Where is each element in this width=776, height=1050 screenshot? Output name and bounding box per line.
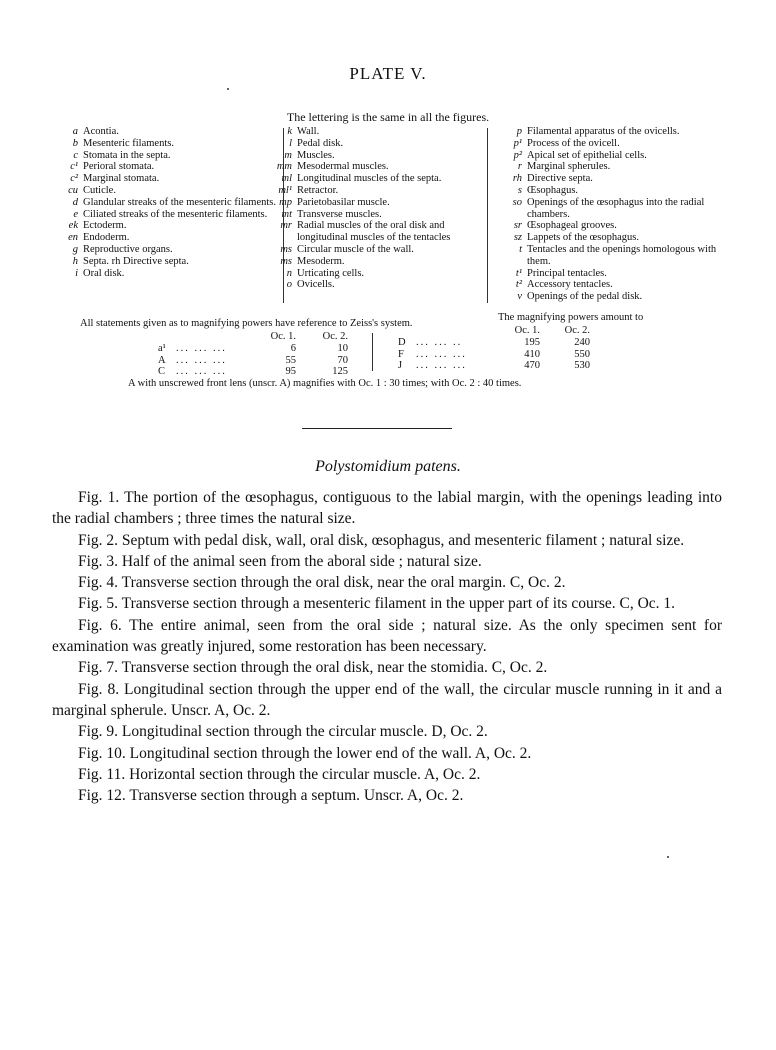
legend-abbr: ml	[281, 173, 292, 185]
legend-text: Stomata in the septa.	[83, 149, 171, 161]
figure-description: Fig. 12. Transverse section through a septum. Unscr. A, Oc. 2.	[78, 787, 464, 805]
legend-text: Mesenteric filaments.	[83, 137, 174, 149]
legend-abbr: g	[72, 243, 78, 255]
legend-abbr: d	[72, 196, 78, 208]
legend-text: Apical set of epithelial cells.	[527, 149, 647, 161]
table-row	[158, 343, 348, 355]
legend-text: Principal tentacles.	[527, 267, 607, 279]
figure-description: Fig. 4. Transverse section through the oral disk, near the oral margin. C, Oc. 2.	[78, 574, 566, 592]
table-cell-oc1: 55	[285, 354, 296, 366]
table-cell-label: a¹	[158, 342, 166, 354]
legend-abbr: t²	[515, 279, 522, 291]
legend-item	[492, 138, 732, 150]
legend-abbr: t	[519, 243, 522, 255]
legend-text: Œsophageal grooves.	[527, 220, 617, 232]
table-cell-label: A	[158, 354, 166, 366]
figure-description: Fig. 3. Half of the animal seen from the aboral side ; natural size.	[78, 552, 482, 570]
legend-abbr: r	[517, 161, 522, 173]
legend-abbr: ms	[280, 255, 292, 267]
legend-text: Œsophagus.	[527, 184, 579, 196]
legend-item	[252, 220, 478, 244]
legend-item	[252, 268, 478, 280]
legend-abbr: o	[286, 279, 292, 291]
legend-text: Circular muscle of the wall.	[297, 243, 414, 255]
table-cell-dots: ... ... ..	[416, 336, 463, 348]
legend-text: Directive septa.	[527, 173, 593, 185]
table-cell-dots: ... ... ...	[416, 360, 467, 372]
table-cell-oc2: 550	[574, 348, 590, 360]
legend-item	[492, 279, 732, 291]
legend-item	[492, 268, 732, 280]
table-cell-dots: ... ... ...	[416, 348, 467, 360]
legend-abbr: l	[289, 137, 292, 149]
legend-text: Ovicells.	[297, 279, 335, 291]
table-cell-oc2: 10	[337, 342, 348, 354]
legend-abbr: c¹	[70, 161, 78, 173]
legend-abbr: sr	[513, 220, 522, 232]
legend-item	[492, 173, 732, 185]
legend-text: Accessory tentacles.	[527, 279, 613, 291]
lettering-note: The lettering is the same in all the figures.	[286, 110, 490, 124]
legend-abbr: v	[517, 291, 522, 303]
legend-item	[492, 150, 732, 162]
table-header-row	[398, 325, 590, 337]
legend-abbr: so	[512, 196, 522, 208]
section-rule	[302, 428, 452, 429]
legend-text: Mesoderm.	[297, 255, 345, 267]
legend-abbr: mp	[279, 196, 292, 208]
table-cell-oc1: 470	[524, 360, 540, 372]
table-cell-dots: ... ... ...	[176, 366, 227, 378]
legend-abbr: b	[72, 137, 78, 149]
species-heading: Polystomidium patens.	[315, 458, 461, 475]
legend-text: Radial muscles of the oral disk and longitudinal muscles of the tentacles	[297, 220, 451, 244]
legend-text: Cuticle.	[83, 184, 116, 196]
legend-text: Marginal stomata.	[83, 173, 160, 185]
legend-item	[252, 126, 478, 138]
legend-item	[492, 291, 732, 303]
magnification-note: All statements given as to magnifying powers have reference to Zeiss's system.	[80, 318, 413, 329]
legend-item	[252, 173, 478, 185]
figure-description: Fig. 5. Transverse section through a mesenteric filament in the upper part of its course. C, Oc. 1.	[78, 595, 676, 613]
table-cell-oc2: 70	[337, 354, 348, 366]
legend-column-2	[252, 126, 478, 291]
figure-description: Fig. 2. Septum with pedal disk, wall, oral disk, œsophagus, and mesenteric filament ; natural size.	[78, 531, 685, 549]
legend-text: Pedal disk.	[297, 137, 344, 149]
table-cell-oc1: 410	[524, 348, 540, 360]
legend-text: Endoderm.	[83, 232, 130, 244]
legend-text: Oral disk.	[83, 267, 125, 279]
legend-abbr: mt	[281, 208, 292, 220]
legend-item	[252, 197, 478, 209]
legend-text: Retractor.	[297, 184, 339, 196]
legend-text: Openings of the œsophagus into the radial chambers.	[527, 196, 705, 220]
legend-text: Wall.	[297, 126, 320, 137]
legend-text: Process of the ovicell.	[527, 137, 620, 149]
legend-abbr: sz	[513, 232, 522, 244]
legend-abbr: cu	[68, 184, 78, 196]
plate-title: PLATE V.	[349, 64, 427, 83]
table-cell-oc1: 195	[524, 336, 540, 348]
legend-item	[252, 138, 478, 150]
legend-item	[492, 220, 732, 232]
magnification-table-left	[158, 331, 348, 378]
legend-abbr: t¹	[515, 267, 522, 279]
legend-text: Filamental apparatus of the ovicells.	[527, 126, 680, 137]
magnification-note-right: The magnifying powers amount to	[498, 312, 644, 323]
table-row	[158, 366, 348, 378]
table-header-row	[158, 331, 348, 343]
magnification-footnote: A with unscrewed front lens (unscr. A) magnifies with Oc. 1 : 30 times; with Oc. 2 : 40 times.	[128, 378, 522, 389]
table-row	[398, 360, 590, 372]
legend-text: Longitudinal muscles of the septa.	[297, 173, 442, 185]
table-cell-oc2: 240	[574, 336, 590, 348]
legend-abbr: e	[73, 208, 78, 220]
legend-abbr: rh	[512, 173, 522, 185]
table-cell-oc1: 6	[290, 342, 296, 354]
legend-text: Lappets of the œsophagus.	[527, 232, 639, 244]
legend-text: Openings of the pedal disk.	[527, 291, 643, 303]
table-cell-oc2: 125	[332, 366, 348, 378]
table-cell-label: D	[398, 336, 406, 348]
legend-text: Ectoderm.	[83, 220, 127, 232]
legend-abbr: c	[73, 149, 78, 161]
legend-item	[252, 279, 478, 291]
legend-abbr: c²	[70, 173, 78, 185]
legend-item	[492, 185, 732, 197]
table-row	[158, 355, 348, 367]
table-row	[398, 349, 590, 361]
legend-abbr: en	[68, 232, 78, 244]
legend-text: Perioral stomata.	[83, 161, 155, 173]
figure-description: Fig. 7. Transverse section through the oral disk, near the stomidia. C, Oc. 2.	[78, 659, 548, 677]
legend-text: Mesodermal muscles.	[297, 161, 389, 173]
legend-item	[252, 161, 478, 173]
legend-text: Urticating cells.	[297, 267, 365, 279]
table-cell-label: F	[398, 348, 404, 360]
legend-item	[492, 161, 732, 173]
legend-text: Acontia.	[83, 126, 119, 137]
table-cell-label: C	[158, 366, 166, 378]
legend-text: Septa. rh Directive septa.	[83, 255, 189, 267]
figure-description: Fig. 9. Longitudinal section through the circular muscle. D, Oc. 2.	[78, 723, 488, 741]
legend-text: Parietobasilar muscle.	[297, 196, 390, 208]
legend-abbr: mm	[276, 161, 292, 173]
table-divider	[372, 333, 373, 371]
legend-text: Tentacles and the openings homologous with them.	[527, 243, 717, 267]
legend-abbr: ek	[68, 220, 78, 232]
legend-item	[252, 150, 478, 162]
legend-abbr: p¹	[513, 137, 522, 149]
legend-abbr: m	[284, 149, 292, 161]
legend-abbr: p	[516, 126, 522, 137]
legend-text: Muscles.	[297, 149, 335, 161]
figure-description: Fig. 6. The entire animal, seen from the oral side ; natural size. As the only specimen sent for examination was greatly injured, some restoration has been necessary.	[52, 616, 722, 656]
table-cell-oc2: 530	[574, 360, 590, 372]
legend-abbr: ms	[280, 243, 292, 255]
legend-item	[252, 185, 478, 197]
legend-item	[492, 244, 732, 268]
legend-abbr: i	[75, 267, 78, 279]
legend-text: Reproductive organs.	[83, 243, 173, 255]
legend-abbr: h	[72, 255, 78, 267]
legend-abbr: ml¹	[278, 184, 292, 196]
legend-item	[492, 232, 732, 244]
legend-abbr: k	[287, 126, 292, 137]
legend-abbr: n	[286, 267, 292, 279]
header-oc2: Oc. 2.	[322, 331, 348, 342]
legend-item	[492, 197, 732, 221]
figure-description: Fig. 8. Longitudinal section through the upper end of the wall, the circular muscle running in it and a marginal spherule. Unscr. A, Oc. 2.	[52, 680, 722, 719]
table-cell-label: J	[398, 360, 403, 372]
figure-description: Fig. 11. Horizontal section through the circular muscle. A, Oc. 2.	[78, 765, 481, 783]
legend-text: Marginal spherules.	[527, 161, 611, 173]
print-speck	[667, 856, 669, 858]
legend-item	[252, 256, 478, 268]
header-oc2: Oc. 2.	[564, 325, 590, 336]
header-oc1: Oc. 1.	[270, 331, 296, 342]
legend-abbr: p²	[513, 149, 522, 161]
figure-description: Fig. 10. Longitudinal section through the lower end of the wall. A, Oc. 2.	[78, 744, 532, 762]
legend-text: Glandular streaks of the mesenteric filaments.	[83, 196, 277, 208]
table-row	[398, 337, 590, 349]
legend-abbr: a	[72, 126, 78, 137]
legend-divider-2	[487, 128, 488, 303]
magnification-table-right	[398, 325, 590, 372]
legend-column-3	[492, 126, 732, 303]
legend-item	[492, 126, 732, 138]
table-cell-dots: ... ... ...	[176, 354, 227, 366]
legend-item	[252, 244, 478, 256]
table-cell-dots: ... ... ...	[176, 342, 227, 354]
legend-text: Ciliated streaks of the mesenteric filaments.	[83, 208, 268, 220]
legend-abbr: s	[517, 184, 522, 196]
print-speck	[227, 88, 229, 90]
legend-item	[252, 209, 478, 221]
figure-descriptions	[52, 487, 722, 806]
legend-text: Transverse muscles.	[297, 208, 382, 220]
figure-description: Fig. 1. The portion of the œsophagus, contiguous to the labial margin, with the openings leading into the radial chambers ; three times the natural size.	[52, 489, 722, 528]
legend-abbr: mr	[280, 220, 292, 232]
header-oc1: Oc. 1.	[514, 325, 540, 336]
table-cell-oc1: 95	[285, 366, 296, 378]
